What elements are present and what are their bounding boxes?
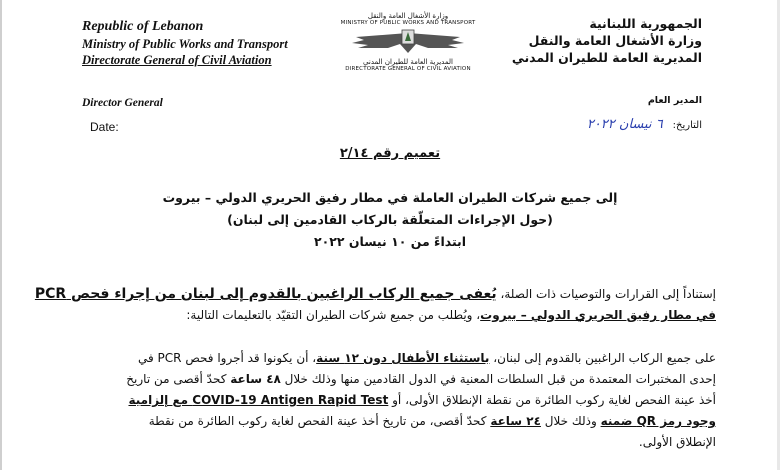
text-span-emphasis: ٤٨ ساعة xyxy=(230,372,281,386)
letterhead-line: Ministry of Public Works and Transport xyxy=(82,37,288,52)
text-span-emphasis: في مطار رفيق الحريري الدولي – بيروت xyxy=(480,308,716,322)
ministry-emblem xyxy=(333,12,483,72)
paragraph-line xyxy=(84,411,716,432)
text-span: ، أن يكونوا قد أجروا فحص PCR في xyxy=(137,351,317,365)
paragraph-exemption xyxy=(34,284,716,326)
text-span-emphasis: ٢٤ ساعة xyxy=(490,414,541,428)
emblem-text: DIRECTORATE GENERAL OF CIVIL AVIATION xyxy=(345,66,471,72)
wings-logo-icon xyxy=(348,27,468,57)
paragraph-line xyxy=(84,432,716,453)
handwritten-date: ٦ نيسان ٢٠٢٢ xyxy=(586,117,663,132)
circular-number: تعميم رقم ٢/١٤ xyxy=(339,146,441,161)
text-span: على جميع الركاب الراغبين بالقدوم إلى لبنان، xyxy=(489,351,716,365)
paragraph-line xyxy=(34,284,716,305)
letterhead-line: الجمهورية اللبنانية xyxy=(589,16,702,31)
date-label-ar: التاريخ: xyxy=(672,120,702,131)
text-span-emphasis: وجود رمز QR ضمنه xyxy=(600,414,716,428)
subject-line: ابتداءً من ١٠ نيسان ٢٠٢٢ xyxy=(313,234,467,249)
paragraph-line xyxy=(84,348,716,369)
text-span: إستناداً إلى القرارات والتوصيات ذات الصلة، xyxy=(496,287,716,301)
subject-line: (حول الإجراءات المتعلّقة بالركاب القادمين إلى لبنان) xyxy=(227,212,553,227)
date-row-ar xyxy=(587,117,702,132)
letterhead-line: Directorate General of Civil Aviation xyxy=(82,53,272,68)
paragraph-line xyxy=(84,305,716,326)
letterhead-line: المديرية العامة للطيران المدني xyxy=(511,49,702,65)
subject-line: إلى جميع شركات الطيران العاملة في مطار رفيق الحريري الدولي – بيروت xyxy=(162,190,618,205)
english-letterhead xyxy=(82,18,288,69)
text-span-emphasis: يُعفى جميع الركاب الراغبين بالقدوم إلى لبنان من إجراء فحص PCR xyxy=(34,286,497,302)
text-span: ، ويُطلب من جميع شركات الطيران التقيّد بالتعليمات التالية: xyxy=(186,308,481,322)
director-general-label-ar: المدير العام xyxy=(647,95,702,106)
text-span-emphasis: باستثناء الأطفال دون ١٢ سنة xyxy=(316,351,490,365)
date-label: Date: xyxy=(90,120,119,134)
emblem-text: وزارة الأشغال العامة والنقل xyxy=(367,12,449,20)
paragraph-line xyxy=(84,390,716,411)
letterhead-line: Republic of Lebanon xyxy=(82,19,204,34)
paragraph-line xyxy=(84,369,716,390)
text-span: وذلك خلال xyxy=(540,414,601,428)
letterhead-line: وزارة الأشغال العامة والنقل xyxy=(528,32,702,48)
emblem-text: MINISTRY OF PUBLIC WORKS AND TRANSPORT xyxy=(340,20,476,26)
director-general-label: Director General xyxy=(82,97,163,109)
text-span-emphasis: COVID-19 Antigen Rapid Test مع إلزامية xyxy=(128,393,389,407)
text-span: كحدّ أقصى، من تاريخ أخذ عينة الفحص لغاية ركوب الطائرة من نقطة xyxy=(148,414,491,428)
emblem-text: المديرية العامة للطيران المدني xyxy=(363,58,453,66)
text-span: الإنطلاق الأولى. xyxy=(638,435,716,449)
text-span: إحدى المختبرات المعتمدة من قبل السلطات المعنية في الدول القادمين منها وذلك خلال xyxy=(280,372,716,386)
paragraph-requirements xyxy=(84,348,716,453)
text-span: كحدّ أقصى من تاريخ xyxy=(126,372,231,386)
arabic-letterhead xyxy=(512,16,702,67)
text-span: أخذ عينة الفحص لغاية ركوب الطائرة من نقطة الإنطلاق الأولى، أو xyxy=(388,393,716,407)
